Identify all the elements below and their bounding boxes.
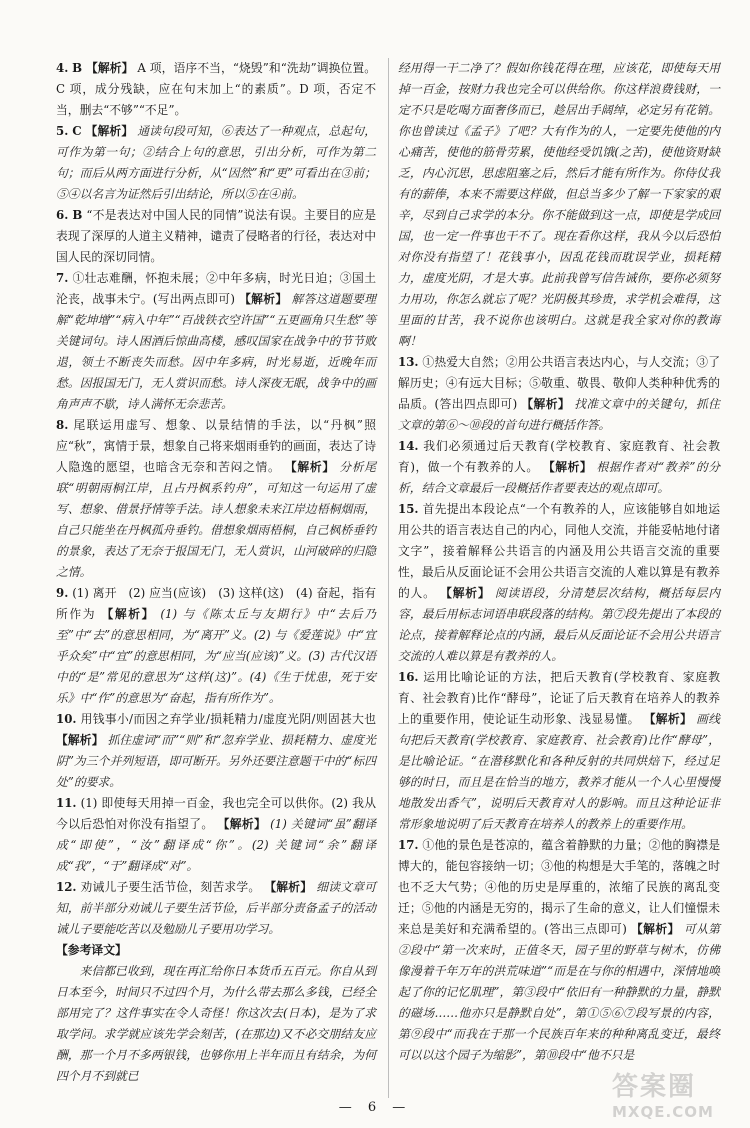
item-number: 11. — [56, 796, 77, 810]
item-number: 6. — [56, 208, 69, 222]
analysis-text: 画线句把后天教育(学校教育、家庭教育、社会教育)比作“酵母”，是比喻论证。“在潜移默化和各种反射的共同烘焙下，经过足够的时日，而且是在恰当的地方，教养才能从一个人心里慢慢地散发出香气”，说明后天教育对人的影响。而且这种论证非常形象地说明了后天教育在培养人的教养上的重要作用。 — [398, 712, 720, 831]
answer-item-13 — [398, 352, 720, 436]
answer-item-9 — [56, 583, 376, 709]
analysis-text: 找准文章中的关键句，抓住文章的第⑥～⑩段的首句进行概括作答。 — [398, 397, 720, 432]
answer-item-4 — [56, 58, 376, 121]
item-answer: B — [72, 61, 83, 75]
item-number: 8. — [56, 418, 69, 432]
answer-text: ①壮志难酬，怀抱未展；②中年多病，时光日迫；③国土沦丧，战事未宁。(写出两点即可) — [56, 271, 376, 306]
left-column — [56, 58, 376, 1087]
item-number: 7. — [56, 271, 69, 285]
answer-item-7 — [56, 268, 376, 415]
analysis-tag: 【解析】 — [56, 733, 104, 747]
analysis-tag: 【解析】 — [643, 712, 693, 726]
analysis-tag: 【解析】 — [284, 460, 335, 474]
answer-text: (1) 离开 (2) 应当(应该) (3) 这样(这) (4) 奋起，指有所作为 — [56, 586, 376, 621]
item-number: 15. — [398, 502, 419, 516]
analysis-tag: 【解析】 — [239, 292, 288, 306]
analysis-text: 通读句段可知，⑥表达了一种观点，总起句，可作为第一句；②结合上句的意思，引出分析，可作为第二句；而后从两方面进行分析，从“因然”和“更”可看出在③前；⑤④以名言为证然后引出结论，所以⑤在④前。 — [56, 124, 377, 201]
answer-text: 运用比喻论证的方法，把后天教育(学校教育、家庭教育、社会教育)比作“酵母”，论证了后天教育在培养人的教养上的重要作用，使论证生动形象、浅显易懂。 — [398, 670, 721, 726]
analysis-tag: 【解析】 — [101, 607, 156, 621]
analysis-text: 分析尾联“明朝雨桐江岸，且占丹枫系钓舟”，可知这一句运用了虚写、想象、借景抒情等手法。诗人想象未来江岸边梧桐烟雨，自己只能坐在丹枫孤舟垂钓。借想象烟雨梧桐，自己枫桥垂钓的景象，表达了无奈于报国无门，无人赏识，山河破碎的归隐之情。 — [56, 460, 376, 579]
right-column — [398, 58, 720, 1066]
answer-item-10 — [56, 709, 376, 793]
item-number: 5. — [56, 124, 69, 138]
analysis-text: A 项，语序不当，“烧毁”和“洗劫”调换位置。C 项，成分残缺，应在句末加上“的素质”。D 项，否定不当，删去“不够”“不足”。 — [56, 61, 377, 117]
item-number: 12. — [56, 880, 77, 894]
item-number: 4. — [56, 61, 69, 75]
answer-text: (1) 即使每天用掉一百金，我也完全可以供你。(2) 我从今以后恐怕对你没有指望了。 — [56, 796, 376, 831]
item-number: 14. — [398, 439, 419, 453]
page-number: — 6 — — [338, 1100, 412, 1115]
answer-item-16 — [398, 667, 720, 835]
answer-text: 用钱事小/而因之弃学业/损耗精力/虚度光阴/则固甚大也 — [80, 712, 377, 726]
analysis-tag: 【解析】 — [542, 460, 593, 474]
analysis-tag: 【解析】 — [85, 124, 134, 138]
answer-text: 我们必须通过后天教育(学校教育、家庭教育、社会教育)，做一个有教养的人。 — [398, 439, 721, 474]
analysis-text: 解答这道题要理解“乾坤增”“病入中年”“百战铁衣空许国”“五更画角只生愁”等关键词句。诗人困酒后惊曲高楼，感叹国家在战争中的节节败退，领土不断丧失而愁。因中年多病，时光易逝，近晚年而愁。因报国无门，无人赏识而愁。诗人深夜无眠，战争中的画角声声不歇，诗人满怀无奈悲苦。 — [56, 292, 376, 411]
watermark-cn: 答案圈 — [612, 1072, 697, 1102]
answer-item-15 — [398, 499, 720, 667]
analysis-text: (1) 与《陈太丘与友期行》中“去后乃至”中“去”的意思相同，为“离开”义。(2) 与《爱莲说》中“宜乎众矣”中“宜”的意思相同，为“应当(应该)”义。(3) 古代汉语中的“是”常见的意思为“这样(这)”。(4)《生于忧患，死于安乐》中“作”的意思为“奋起，指有所作为”。 — [56, 607, 376, 705]
answer-text: ①热爱大自然；②用公共语言表达内心，与人交流；③了解历史；④有远大目标；⑤敬重、敬畏、敬仰人类种种优秀的品质。(答出四点即可) — [398, 355, 721, 411]
answer-text: ①他的景色是苍凉的，蕴含着静默的力量；②他的胸襟是博大的，能包容接纳一切；③他的构想是大手笔的，落魄之时也不乏大气势；④他的历史是厚重的，浓缩了民族的离乱变迁；⑤他的内涵是无穷的，揭示了生命的意义，让人们憧憬未来总是美好和充满希望的。(答出三点即可) — [398, 838, 721, 936]
analysis-text: 根据作者对“教养”的分析，结合文章最后一段概括作者要表达的观点即可。 — [398, 460, 721, 495]
item-number: 17. — [398, 838, 419, 852]
analysis-tag: 【解析】 — [521, 397, 571, 411]
analysis-tag: 【解析】 — [86, 61, 134, 75]
analysis-text: “不是表达对中国人民的同情”说法有误。主要目的应是表现了深厚的人道主义精神，谴责了侵略者的行径，表达对中国人民的深切同情。 — [56, 208, 376, 264]
reference-translation-title: 【参考译文】 — [56, 943, 127, 957]
item-number: 9. — [56, 586, 69, 600]
answer-item-14 — [398, 436, 720, 499]
reference-translation-text: 来信都已收到，现在再汇给你日本货币五百元。你自从到日本至今，时间只不过四个月，为什么带去那么多钱，已经全部用完了？这件事实在令人奇怪！你这次去(日本)，是为了求取学问。求学就应该先学会刻苦，(在那边)又不必交朋结友应酬，那一个月不多两银钱，也够你用上半年而且有结余，为何四个月不到就已 — [56, 964, 376, 1083]
answer-item-6 — [56, 205, 376, 268]
reference-translation-continued: 经用得一干二净了？假如你钱花得在理，应该花，即使每天用掉一百金，按财力我也完全可以供给你。你这样浪费钱财，一定不只是吃喝方面奢侈而已，趁居出手阔绰，必定另有花销。你也曾读过《孟子》了吧？大有作为的人，一定要先使他的内心痛苦，使他的筋骨劳累，使他经受饥饿(之苦)，使他资财缺乏，内心沉思，思虑阻塞之后，然后才能有所作为。你侍仗我有的薪俸，本来不需要这样做，但总当多少了解一下家家的艰辛，尽到自己求学的本分。你不能做到这一点，即使是学成回国，也一定一件事也干不了。现在看你这样，我从今以后恐怕对你没有指望了！花钱事小，因乱花钱而耽误学业，损耗精力，虚度光阴，才是大事。此前我曾写信告诫你，要你必须努力用功，你怎么就忘了呢？光阴极其珍贵，求学机会难得，这里面的甘苦，我不说你也该明白。这就是我全家对你的教诲啊！ — [398, 61, 720, 348]
answer-text: 尾联运用虚写、想象、以景结情的手法，以“丹枫”照应“秋”，寓情于景，想象自己将来烟雨垂钓的画面，表达了诗人隐逸的愿望，也暗含无奈和苦闷之情。 — [56, 418, 376, 474]
answer-item-5 — [56, 121, 376, 205]
answer-item-8 — [56, 415, 376, 583]
item-number: 10. — [56, 712, 77, 726]
analysis-tag: 【解析】 — [440, 586, 491, 600]
analysis-tag: 【解析】 — [264, 880, 313, 894]
watermark-en: MXQE.COM — [612, 1103, 714, 1121]
item-answer: C — [72, 124, 82, 138]
analysis-text: 细读文章可知，前半部分劝诫儿子要生活节俭，后半部分责备孟子的活动诫儿子要能吃苦以及勉励儿子要用功学习。 — [56, 880, 376, 936]
analysis-text: 可从第②段中“第一次来时，正值冬天，园子里的野草与树木，仿佛像漫着千年万年的洪荒味道”“而是在与你的相遇中，深情地唤起了你的记忆肌理”，第③段中“依旧有一种静默的力量，静默的磁场……他亦只是静默自处”，第①⑤⑥⑦段写景的内容，第⑨段中“而我在于那一个民族百年来的种种离乱变迁，最终可以以这个园子为缩影”，第⑩段中“他不只是 — [398, 922, 720, 1062]
column-divider — [388, 58, 389, 1098]
answer-item-11 — [56, 793, 376, 877]
analysis-text: 阅读语段，分清楚层次结构，概括每层内容，最后用标志词语串联段落的结构。第⑦段先提出了本段的论点，接着解释论点的内涵，最后从反面论证不会用公共语言交流的人难以算是有教养的人。 — [398, 586, 721, 663]
watermark-logo — [612, 1066, 732, 1122]
item-answer: B — [72, 208, 83, 222]
analysis-text: (1) 关键词“虽”翻译成“即使”，“汝”翻译成“你”。(2) 关键词“余”翻译成“我”，“于”翻译成“对”。 — [56, 817, 376, 873]
analysis-tag: 【解析】 — [217, 817, 267, 831]
answer-item-12 — [56, 877, 376, 940]
item-number: 16. — [398, 670, 419, 684]
answer-text: 劝诫儿子要生活节俭，刻苦求学。 — [80, 880, 261, 894]
analysis-tag: 【解析】 — [630, 922, 680, 936]
analysis-text: 抓住虚词“而”“则”和“忽弃学业、损耗精力、虚度光阴”为三个并列短语，即可断开。另外还要注意题干中的“标四处”的要求。 — [56, 733, 377, 789]
answer-text: 首先提出本段论点“一个有教养的人，应该能够自如地运用公共的语言表达自己的内心，同他人交流，并能妥帖地付诸文字”，接着解释公共语言的内涵及用公共语言交流的重要性，最后从反面论证不会用公共语言交流的人难以算是有教养的人。 — [398, 502, 720, 600]
answer-item-17 — [398, 835, 720, 1066]
item-number: 13. — [398, 355, 419, 369]
